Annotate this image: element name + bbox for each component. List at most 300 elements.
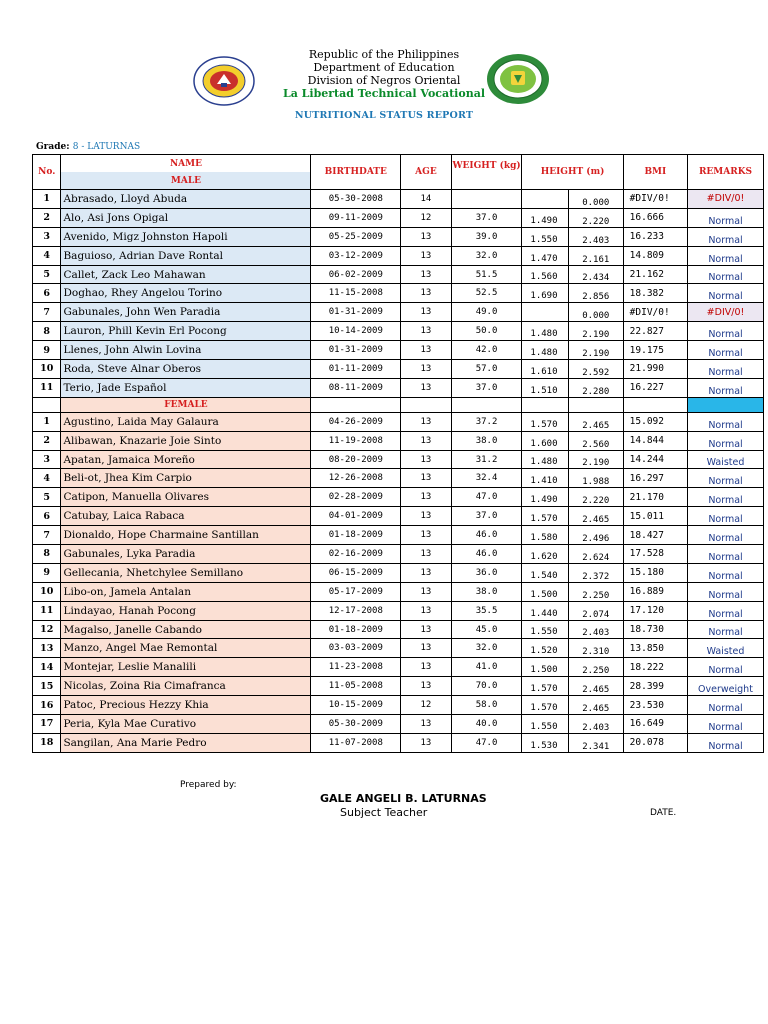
table-row <box>33 601 764 620</box>
age-cell: 13 <box>401 715 452 734</box>
student-name: Gabunales, John Wen Paradia <box>61 303 311 322</box>
height-squared-cell: 2.250 <box>568 582 623 601</box>
height-value: 1.410 <box>530 476 558 487</box>
student-name: Catubay, Laica Rabaca <box>61 507 311 526</box>
age-cell: 13 <box>401 507 452 526</box>
birthdate-cell: 03-12-2009 <box>311 246 401 265</box>
row-number: 4 <box>33 469 61 488</box>
table-row <box>33 582 764 601</box>
age-cell: 13 <box>401 620 452 639</box>
height-cell <box>522 360 568 379</box>
remarks-cell: Normal <box>688 322 764 341</box>
row-number: 3 <box>33 227 61 246</box>
remarks-cell: Normal <box>688 488 764 507</box>
bmi-cell: 15.180 <box>623 563 687 582</box>
height-squared-cell: 2.372 <box>568 563 623 582</box>
weight-cell: 42.0 <box>451 341 522 360</box>
student-name: Abrasado, Lloyd Abuda <box>61 190 311 209</box>
height-squared-cell: 2.074 <box>568 601 623 620</box>
teacher-role: Subject Teacher <box>340 806 428 819</box>
weight-cell: 35.5 <box>451 601 522 620</box>
row-number: 18 <box>33 733 61 752</box>
remarks-cell: Normal <box>688 620 764 639</box>
age-cell: 13 <box>401 545 452 564</box>
height-value: 1.530 <box>530 740 558 751</box>
bmi-cell: 18.222 <box>623 658 687 677</box>
weight-cell: 47.0 <box>451 488 522 507</box>
birthdate-cell: 02-28-2009 <box>311 488 401 507</box>
row-number: 6 <box>33 284 61 303</box>
student-name: Avenido, Migz Johnston Hapoli <box>61 227 311 246</box>
table-row <box>33 378 764 397</box>
age-cell: 13 <box>401 658 452 677</box>
birthdate-cell: 06-02-2009 <box>311 265 401 284</box>
female-section-label: FEMALE <box>61 397 311 412</box>
table-row <box>33 208 764 227</box>
bmi-cell: 14.809 <box>623 246 687 265</box>
height-cell <box>522 639 568 658</box>
height-value: 1.580 <box>530 533 558 544</box>
bmi-cell: 28.399 <box>623 677 687 696</box>
remarks-cell: Normal <box>688 431 764 450</box>
row-number: 13 <box>33 639 61 658</box>
remarks-cell: Normal <box>688 360 764 379</box>
student-name: Doghao, Rhey Angelou Torino <box>61 284 311 303</box>
student-name: Baguioso, Adrian Dave Rontal <box>61 246 311 265</box>
height-cell <box>522 601 568 620</box>
height-value: 1.570 <box>530 684 558 695</box>
bmi-cell: 18.427 <box>623 526 687 545</box>
teacher-name: GALE ANGELI B. LATURNAS <box>320 792 487 805</box>
weight-cell: 37.0 <box>451 507 522 526</box>
student-name: Alibawan, Knazarie Joie Sinto <box>61 431 311 450</box>
height-cell <box>522 620 568 639</box>
section-spacer <box>311 397 401 412</box>
student-name: Lindayao, Hanah Pocong <box>61 601 311 620</box>
header-department: Department of Education <box>313 61 455 74</box>
row-number: 11 <box>33 601 61 620</box>
section-spacer <box>568 397 623 412</box>
height-cell <box>522 190 568 209</box>
height-cell <box>522 341 568 360</box>
table-row <box>33 360 764 379</box>
student-name: Callet, Zack Leo Mahawan <box>61 265 311 284</box>
row-number: 10 <box>33 360 61 379</box>
bmi-cell: 20.078 <box>623 733 687 752</box>
weight-cell: 37.2 <box>451 412 522 431</box>
birthdate-cell: 01-11-2009 <box>311 360 401 379</box>
height-squared-cell: 2.496 <box>568 526 623 545</box>
bmi-cell: 18.382 <box>623 284 687 303</box>
height-value: 1.570 <box>530 703 558 714</box>
section-highlight <box>688 397 764 412</box>
height-squared-cell: 2.465 <box>568 677 623 696</box>
remarks-cell: Normal <box>688 208 764 227</box>
birthdate-cell: 06-15-2009 <box>311 563 401 582</box>
bmi-cell: 16.889 <box>623 582 687 601</box>
remarks-cell: Normal <box>688 526 764 545</box>
height-value: 1.690 <box>530 291 558 302</box>
remarks-cell: Normal <box>688 601 764 620</box>
height-squared-cell: 2.280 <box>568 378 623 397</box>
weight-cell: 37.0 <box>451 378 522 397</box>
weight-cell: 41.0 <box>451 658 522 677</box>
height-cell <box>522 677 568 696</box>
birthdate-cell: 05-17-2009 <box>311 582 401 601</box>
bmi-cell: 13.850 <box>623 639 687 658</box>
bmi-cell: 15.092 <box>623 412 687 431</box>
weight-cell: 51.5 <box>451 265 522 284</box>
height-value: 1.500 <box>530 589 558 600</box>
height-squared-cell: 2.592 <box>568 360 623 379</box>
bmi-cell: 21.170 <box>623 488 687 507</box>
table-row <box>33 341 764 360</box>
table-row <box>33 284 764 303</box>
height-value: 1.550 <box>530 721 558 732</box>
student-name: Beli-ot, Jhea Kim Carpio <box>61 469 311 488</box>
remarks-cell: Normal <box>688 378 764 397</box>
height-squared-cell: 2.341 <box>568 733 623 752</box>
row-number: 16 <box>33 696 61 715</box>
age-cell: 13 <box>401 582 452 601</box>
student-name: Roda, Steve Alnar Oberos <box>61 360 311 379</box>
remarks-cell: Normal <box>688 412 764 431</box>
row-number: 1 <box>33 412 61 431</box>
weight-cell: 70.0 <box>451 677 522 696</box>
age-cell: 13 <box>401 412 452 431</box>
age-cell: 13 <box>401 601 452 620</box>
student-name: Montejar, Leslie Manalili <box>61 658 311 677</box>
height-squared-cell: 2.434 <box>568 265 623 284</box>
bmi-cell: 21.990 <box>623 360 687 379</box>
remarks-cell: Waisted <box>688 639 764 658</box>
weight-cell: 38.0 <box>451 582 522 601</box>
student-name: Manzo, Angel Mae Remontal <box>61 639 311 658</box>
birthdate-cell: 04-26-2009 <box>311 412 401 431</box>
section-spacer <box>623 397 687 412</box>
weight-cell: 47.0 <box>451 733 522 752</box>
height-value: 1.570 <box>530 419 558 430</box>
table-row <box>33 190 764 209</box>
student-name: Sangilan, Ana Marie Pedro <box>61 733 311 752</box>
height-value: 1.510 <box>530 385 558 396</box>
table-row <box>33 507 764 526</box>
row-number: 1 <box>33 190 61 209</box>
height-squared-cell: 2.856 <box>568 284 623 303</box>
height-cell <box>522 563 568 582</box>
remarks-cell: Normal <box>688 563 764 582</box>
student-name: Lauron, Phill Kevin Erl Pocong <box>61 322 311 341</box>
height-squared-cell: 2.190 <box>568 322 623 341</box>
height-value: 1.550 <box>530 234 558 245</box>
height-cell <box>522 246 568 265</box>
height-cell <box>522 545 568 564</box>
table-row <box>33 246 764 265</box>
height-value: 1.480 <box>530 457 558 468</box>
bmi-cell: 17.528 <box>623 545 687 564</box>
birthdate-cell: 12-26-2008 <box>311 469 401 488</box>
age-cell: 13 <box>401 265 452 284</box>
height-value: 1.520 <box>530 646 558 657</box>
row-number: 4 <box>33 246 61 265</box>
weight-cell: 37.0 <box>451 208 522 227</box>
weight-cell: 58.0 <box>451 696 522 715</box>
student-name: Catipon, Manuella Olivares <box>61 488 311 507</box>
age-cell: 13 <box>401 431 452 450</box>
table-row <box>33 526 764 545</box>
col-height: HEIGHT (m) <box>522 155 623 190</box>
height-squared-cell: 2.403 <box>568 227 623 246</box>
table-row <box>33 715 764 734</box>
student-name: Alo, Asi Jons Opigal <box>61 208 311 227</box>
height-squared-cell: 0.000 <box>568 303 623 322</box>
section-spacer <box>451 397 522 412</box>
height-value: 1.540 <box>530 570 558 581</box>
height-cell <box>522 265 568 284</box>
weight-cell: 38.0 <box>451 431 522 450</box>
section-spacer <box>33 397 61 412</box>
age-cell: 13 <box>401 450 452 469</box>
weight-cell: 32.0 <box>451 639 522 658</box>
table-row <box>33 677 764 696</box>
section-spacer <box>401 397 452 412</box>
bmi-cell: 15.011 <box>623 507 687 526</box>
age-cell: 13 <box>401 360 452 379</box>
table-row <box>33 696 764 715</box>
weight-cell: 36.0 <box>451 563 522 582</box>
row-number: 5 <box>33 488 61 507</box>
weight-cell <box>451 190 522 209</box>
grade-caption: Grade: <box>36 142 70 152</box>
remarks-cell: Waisted <box>688 450 764 469</box>
student-name: Gellecania, Nhetchylee Semillano <box>61 563 311 582</box>
student-name: Dionaldo, Hope Charmaine Santillan <box>61 526 311 545</box>
student-name: Libo-on, Jamela Antalan <box>61 582 311 601</box>
age-cell: 13 <box>401 284 452 303</box>
weight-cell: 57.0 <box>451 360 522 379</box>
remarks-cell: Normal <box>688 265 764 284</box>
birthdate-cell: 10-15-2009 <box>311 696 401 715</box>
bmi-cell: 17.120 <box>623 601 687 620</box>
row-number: 5 <box>33 265 61 284</box>
weight-cell: 40.0 <box>451 715 522 734</box>
birthdate-cell: 10-14-2009 <box>311 322 401 341</box>
row-number: 7 <box>33 303 61 322</box>
age-cell: 12 <box>401 696 452 715</box>
table-row <box>33 412 764 431</box>
student-name: Agustino, Laida May Galaura <box>61 412 311 431</box>
section-spacer <box>522 397 568 412</box>
bmi-cell: 16.297 <box>623 469 687 488</box>
row-number: 9 <box>33 341 61 360</box>
height-value: 1.610 <box>530 366 558 377</box>
row-number: 10 <box>33 582 61 601</box>
remarks-cell: Normal <box>688 658 764 677</box>
remarks-cell: Normal <box>688 507 764 526</box>
height-cell <box>522 469 568 488</box>
birthdate-cell: 05-30-2009 <box>311 715 401 734</box>
height-squared-cell: 2.161 <box>568 246 623 265</box>
bmi-cell: 16.233 <box>623 227 687 246</box>
height-squared-cell: 2.190 <box>568 341 623 360</box>
row-number: 8 <box>33 322 61 341</box>
height-squared-cell: 2.220 <box>568 208 623 227</box>
height-squared-cell: 2.190 <box>568 450 623 469</box>
height-value: 1.490 <box>530 215 558 226</box>
male-section-label: MALE <box>61 172 311 190</box>
student-name: Llenes, John Alwin Lovina <box>61 341 311 360</box>
bmi-cell: 22.827 <box>623 322 687 341</box>
bmi-cell: 16.227 <box>623 378 687 397</box>
remarks-cell: Normal <box>688 715 764 734</box>
birthdate-cell: 08-11-2009 <box>311 378 401 397</box>
student-name: Nicolas, Zoina Ria Cimafranca <box>61 677 311 696</box>
col-bmi: BMI <box>623 155 687 190</box>
weight-cell: 45.0 <box>451 620 522 639</box>
grade-value: 8 - LATURNAS <box>72 142 141 152</box>
col-remarks: REMARKS <box>688 155 764 190</box>
row-number: 17 <box>33 715 61 734</box>
weight-cell: 31.2 <box>451 450 522 469</box>
height-squared-cell: 2.624 <box>568 545 623 564</box>
row-number: 7 <box>33 526 61 545</box>
weight-cell: 46.0 <box>451 526 522 545</box>
bmi-cell: 21.162 <box>623 265 687 284</box>
table-row <box>33 469 764 488</box>
student-name: Terio, Jade Español <box>61 378 311 397</box>
header-school: La Libertad Technical Vocational <box>282 87 486 100</box>
bmi-cell: #DIV/0! <box>623 303 687 322</box>
student-name: Apatan, Jamaica Moreño <box>61 450 311 469</box>
remarks-cell: Normal <box>688 341 764 360</box>
weight-cell: 39.0 <box>451 227 522 246</box>
remarks-cell: #DIV/0! <box>688 190 764 209</box>
age-cell: 13 <box>401 469 452 488</box>
age-cell: 13 <box>401 246 452 265</box>
height-cell <box>522 715 568 734</box>
prepared-by-label: Prepared by: <box>180 780 237 790</box>
height-value: 1.480 <box>530 329 558 340</box>
row-number: 9 <box>33 563 61 582</box>
table-body <box>33 155 764 753</box>
table-row <box>33 322 764 341</box>
table-row <box>33 658 764 677</box>
table-row <box>33 303 764 322</box>
height-cell <box>522 431 568 450</box>
table-row <box>33 227 764 246</box>
height-value: 1.570 <box>530 514 558 525</box>
birthdate-cell: 01-18-2009 <box>311 526 401 545</box>
row-number: 11 <box>33 378 61 397</box>
birthdate-cell: 05-25-2009 <box>311 227 401 246</box>
row-number: 15 <box>33 677 61 696</box>
height-value: 1.490 <box>530 495 558 506</box>
remarks-cell: Normal <box>688 469 764 488</box>
row-number: 6 <box>33 507 61 526</box>
birthdate-cell: 11-15-2008 <box>311 284 401 303</box>
height-squared-cell: 2.403 <box>568 620 623 639</box>
row-number: 2 <box>33 208 61 227</box>
col-weight: WEIGHT (kg) <box>451 155 522 190</box>
height-value: 1.470 <box>530 253 558 264</box>
birthdate-cell: 04-01-2009 <box>311 507 401 526</box>
col-birthdate: BIRTHDATE <box>311 155 401 190</box>
age-cell: 13 <box>401 563 452 582</box>
bmi-cell: 16.649 <box>623 715 687 734</box>
remarks-cell: Normal <box>688 696 764 715</box>
row-number: 3 <box>33 450 61 469</box>
height-squared-cell: 2.465 <box>568 412 623 431</box>
table-row <box>33 563 764 582</box>
age-cell: 13 <box>401 677 452 696</box>
age-cell: 13 <box>401 526 452 545</box>
header-republic: Republic of the Philippines <box>308 48 460 61</box>
table-row <box>33 265 764 284</box>
col-age: AGE <box>401 155 452 190</box>
birthdate-cell: 01-18-2009 <box>311 620 401 639</box>
height-cell <box>522 450 568 469</box>
student-name: Gabunales, Lyka Paradia <box>61 545 311 564</box>
birthdate-cell: 11-19-2008 <box>311 431 401 450</box>
birthdate-cell: 01-31-2009 <box>311 341 401 360</box>
birthdate-cell: 01-31-2009 <box>311 303 401 322</box>
remarks-cell: Normal <box>688 284 764 303</box>
height-cell <box>522 658 568 677</box>
table-row <box>33 733 764 752</box>
height-value: 1.480 <box>530 348 558 359</box>
col-name: NAME <box>61 155 311 173</box>
table-row <box>33 620 764 639</box>
height-cell <box>522 582 568 601</box>
weight-cell: 32.4 <box>451 469 522 488</box>
remarks-cell: Normal <box>688 582 764 601</box>
height-squared-cell: 2.465 <box>568 696 623 715</box>
remarks-cell: Normal <box>688 733 764 752</box>
age-cell: 13 <box>401 639 452 658</box>
height-squared-cell: 0.000 <box>568 190 623 209</box>
remarks-cell: Normal <box>688 227 764 246</box>
table-header-row <box>33 155 764 173</box>
height-cell <box>522 488 568 507</box>
height-value: 1.440 <box>530 608 558 619</box>
row-number: 2 <box>33 431 61 450</box>
height-value: 1.600 <box>530 438 558 449</box>
birthdate-cell: 05-30-2008 <box>311 190 401 209</box>
height-squared-cell: 2.250 <box>568 658 623 677</box>
report-header <box>0 48 768 121</box>
bmi-cell: 18.730 <box>623 620 687 639</box>
student-name: Peria, Kyla Mae Curativo <box>61 715 311 734</box>
height-cell <box>522 227 568 246</box>
birthdate-cell: 11-23-2008 <box>311 658 401 677</box>
row-number: 12 <box>33 620 61 639</box>
date-label: DATE. <box>650 808 677 818</box>
age-cell: 13 <box>401 227 452 246</box>
birthdate-cell: 11-07-2008 <box>311 733 401 752</box>
bmi-cell: 14.844 <box>623 431 687 450</box>
report-title: NUTRITIONAL STATUS REPORT <box>294 110 474 121</box>
height-squared-cell: 2.220 <box>568 488 623 507</box>
row-number: 8 <box>33 545 61 564</box>
table-row <box>33 639 764 658</box>
birthdate-cell: 08-20-2009 <box>311 450 401 469</box>
height-cell <box>522 303 568 322</box>
student-name: Magalso, Janelle Cabando <box>61 620 311 639</box>
birthdate-cell: 03-03-2009 <box>311 639 401 658</box>
table-row <box>33 488 764 507</box>
nutrition-table <box>32 154 764 753</box>
birthdate-cell: 02-16-2009 <box>311 545 401 564</box>
